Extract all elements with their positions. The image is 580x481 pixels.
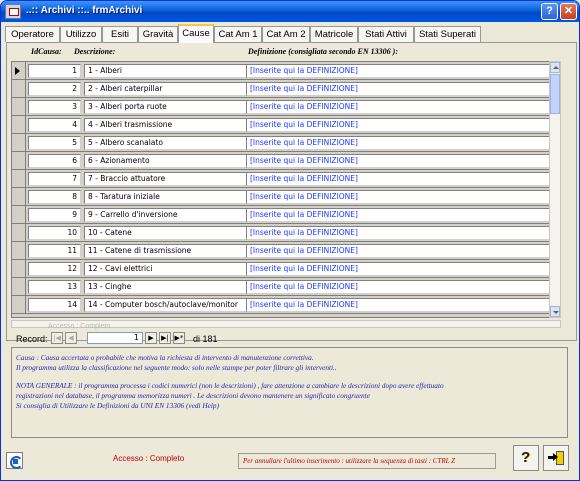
record-selector[interactable] — [12, 224, 26, 241]
table-row[interactable] — [12, 80, 559, 98]
access-status: Accesso : Completo — [113, 454, 185, 463]
tab-stati-attivi[interactable]: Stati Attivi — [358, 26, 414, 42]
grid-vertical-scrollbar[interactable] — [549, 61, 561, 318]
cause-grid — [11, 61, 559, 318]
prev-record-button[interactable]: ◀ — [65, 332, 77, 344]
current-record-icon — [15, 67, 20, 75]
table-row[interactable] — [12, 170, 559, 188]
idcausa-field[interactable]: 13 — [28, 280, 81, 294]
first-record-button[interactable]: |◀ — [51, 332, 63, 344]
table-row[interactable] — [12, 206, 559, 224]
table-row[interactable] — [12, 98, 559, 116]
header-definizione: Definizione (consigliata secondo EN 13306 ): — [248, 47, 398, 56]
record-selector[interactable] — [12, 152, 26, 169]
notes-line: Causa : Causa accertata o probabile che motiva la richiesta di intervento di manutenzione correttiva. — [16, 353, 314, 362]
descrizione-field[interactable]: 3 - Alberi porta ruote — [84, 100, 254, 114]
table-row[interactable] — [12, 116, 559, 134]
tab-cat-am-1[interactable]: Cat Am 1 — [214, 26, 262, 42]
definizione-field[interactable]: [Inserite qui la DEFINIZIONE] — [246, 208, 558, 222]
table-row[interactable] — [12, 188, 559, 206]
descrizione-field[interactable]: 1 - Alberi — [84, 64, 254, 78]
descrizione-field[interactable]: 6 - Azionamento — [84, 154, 254, 168]
table-row[interactable] — [12, 242, 559, 260]
record-selector[interactable] — [12, 170, 26, 187]
record-selector[interactable] — [12, 260, 26, 277]
access-ghost-label: Accesso : Completo — [48, 323, 111, 330]
tab-cause[interactable]: Cause — [178, 24, 214, 43]
scroll-up-icon[interactable] — [550, 62, 560, 73]
idcausa-field[interactable]: 9 — [28, 208, 81, 222]
descrizione-field[interactable]: 2 - Alberi caterpillar — [84, 82, 254, 96]
descrizione-field[interactable]: 4 - Alberi trasmissione — [84, 118, 254, 132]
tab-operatore[interactable]: Operatore — [5, 26, 60, 42]
title-bar[interactable] — [1, 1, 579, 22]
tab-utilizzo[interactable]: Utilizzo — [60, 26, 102, 42]
notes-line: Il programma utilizza la classificazione nel seguente modo: solo nelle stampe per poter filtrare gli interventi.. — [16, 363, 337, 372]
table-row[interactable] — [12, 278, 559, 296]
record-selector[interactable] — [12, 80, 26, 97]
definizione-field[interactable]: [Inserite qui la DEFINIZIONE] — [246, 190, 558, 204]
tab-cat-am-2[interactable]: Cat Am 2 — [262, 26, 310, 42]
definizione-field[interactable]: [Inserite qui la DEFINIZIONE] — [246, 226, 558, 240]
window-title: ..:: Archivi ::.. frmArchivi — [26, 5, 143, 16]
descrizione-field[interactable]: 12 - Cavi elettrici — [84, 262, 254, 276]
record-selector[interactable] — [12, 242, 26, 259]
notes-box — [11, 347, 568, 438]
definizione-field[interactable]: [Inserite qui la DEFINIZIONE] — [246, 154, 558, 168]
definizione-field[interactable]: [Inserite qui la DEFINIZIONE] — [246, 118, 558, 132]
record-selector[interactable] — [12, 188, 26, 205]
definizione-field[interactable]: [Inserite qui la DEFINIZIONE] — [246, 64, 558, 78]
table-row[interactable] — [12, 134, 559, 152]
record-selector[interactable] — [12, 116, 26, 133]
new-record-button[interactable]: ▶* — [174, 334, 184, 342]
idcausa-field[interactable]: 6 — [28, 154, 81, 168]
notes-line: Si consiglia di Utilizzare le Definizioni da UNI EN 13306 (vedi Help) — [16, 401, 220, 410]
idcausa-field[interactable]: 14 — [28, 298, 81, 312]
idcausa-field[interactable]: 5 — [28, 136, 81, 150]
scroll-thumb[interactable] — [550, 74, 560, 114]
record-count: di 181 — [193, 334, 218, 344]
tab-stati-superati[interactable]: Stati Superati — [414, 26, 481, 42]
definizione-field[interactable]: [Inserite qui la DEFINIZIONE] — [246, 298, 558, 312]
header-idcausa: IdCausa: — [31, 47, 62, 56]
idcausa-field[interactable]: 7 — [28, 172, 81, 186]
descrizione-field[interactable]: 7 - Braccio attuatore — [84, 172, 254, 186]
idcausa-field[interactable]: 10 — [28, 226, 81, 240]
definizione-field[interactable]: [Inserite qui la DEFINIZIONE] — [246, 82, 558, 96]
idcausa-field[interactable]: 1 — [28, 64, 81, 78]
idcausa-field[interactable]: 3 — [28, 100, 81, 114]
scroll-down-icon[interactable] — [550, 306, 560, 317]
definizione-field[interactable]: [Inserite qui la DEFINIZIONE] — [246, 280, 558, 294]
definizione-field[interactable]: [Inserite qui la DEFINIZIONE] — [246, 244, 558, 258]
idcausa-field[interactable]: 2 — [28, 82, 81, 96]
descrizione-field[interactable]: 5 - Albero scanalato — [84, 136, 254, 150]
notes-line: registrazioni nel database, il programma memorizza numeri . Le descrizioni devono mantenere un significato congruente — [16, 391, 370, 400]
tab-bar — [5, 26, 577, 42]
idcausa-field[interactable]: 11 — [28, 244, 81, 258]
descrizione-field[interactable]: 10 - Catene — [84, 226, 254, 240]
exit-icon[interactable] — [543, 445, 569, 471]
question-glyph: ? — [521, 449, 531, 466]
descrizione-field[interactable]: 13 - Cinghe — [84, 280, 254, 294]
definizione-field[interactable]: [Inserite qui la DEFINIZIONE] — [246, 136, 558, 150]
descrizione-field[interactable]: 11 - Catene di trasmissione — [84, 244, 254, 258]
table-row[interactable] — [12, 260, 559, 278]
record-selector[interactable] — [12, 134, 26, 151]
help-icon[interactable] — [513, 445, 539, 471]
record-selector[interactable] — [12, 296, 26, 313]
record-selector[interactable] — [12, 98, 26, 115]
notes-line: NOTA GENERALE : il programma processa i codici numerici (non le descrizioni) , fare attenzione a cambiare le descrizioni dopo avere effettuato — [16, 381, 444, 390]
close-button[interactable]: ✕ — [560, 3, 577, 20]
definizione-field[interactable]: [Inserite qui la DEFINIZIONE] — [246, 172, 558, 186]
app-icon — [5, 4, 21, 19]
table-row[interactable] — [12, 62, 559, 80]
definizione-field[interactable]: [Inserite qui la DEFINIZIONE] — [246, 262, 558, 276]
idcausa-field[interactable]: 8 — [28, 190, 81, 204]
header-descrizione: Descrizione: — [74, 47, 116, 56]
table-row[interactable] — [12, 224, 559, 242]
descrizione-field[interactable]: 9 - Carrello d'inversione — [84, 208, 254, 222]
current-record-input[interactable]: 1 — [87, 332, 143, 344]
table-row[interactable] — [12, 296, 559, 314]
refresh-icon[interactable] — [6, 452, 23, 469]
tab-matricole[interactable]: Matricole — [310, 26, 358, 42]
record-label: Record: — [16, 334, 48, 344]
arrow-glyph — [548, 456, 556, 459]
descrizione-field[interactable]: 14 - Computer bosch/autoclave/monitor — [84, 298, 254, 312]
last-record-button[interactable]: ▶| — [159, 332, 171, 344]
descrizione-field[interactable]: 8 - Taratura iniziale — [84, 190, 254, 204]
idcausa-field[interactable]: 4 — [28, 118, 81, 132]
record-selector[interactable] — [12, 206, 26, 223]
idcausa-field[interactable]: 12 — [28, 262, 81, 276]
table-row[interactable] — [12, 152, 559, 170]
tab-esiti[interactable]: Esiti — [102, 26, 138, 42]
record-selector[interactable] — [12, 62, 26, 79]
tab-gravita[interactable]: Gravità — [138, 26, 178, 42]
next-record-button[interactable]: ▶ — [145, 332, 157, 344]
record-selector[interactable] — [12, 278, 26, 295]
record-navigator — [11, 332, 311, 346]
undo-hint: Per annullare l'ultimo inserimento : utilizzare la sequenza di tasti : CTRL Z — [238, 453, 496, 469]
help-button[interactable]: ? — [541, 3, 558, 20]
definizione-field[interactable]: [Inserite qui la DEFINIZIONE] — [246, 100, 558, 114]
